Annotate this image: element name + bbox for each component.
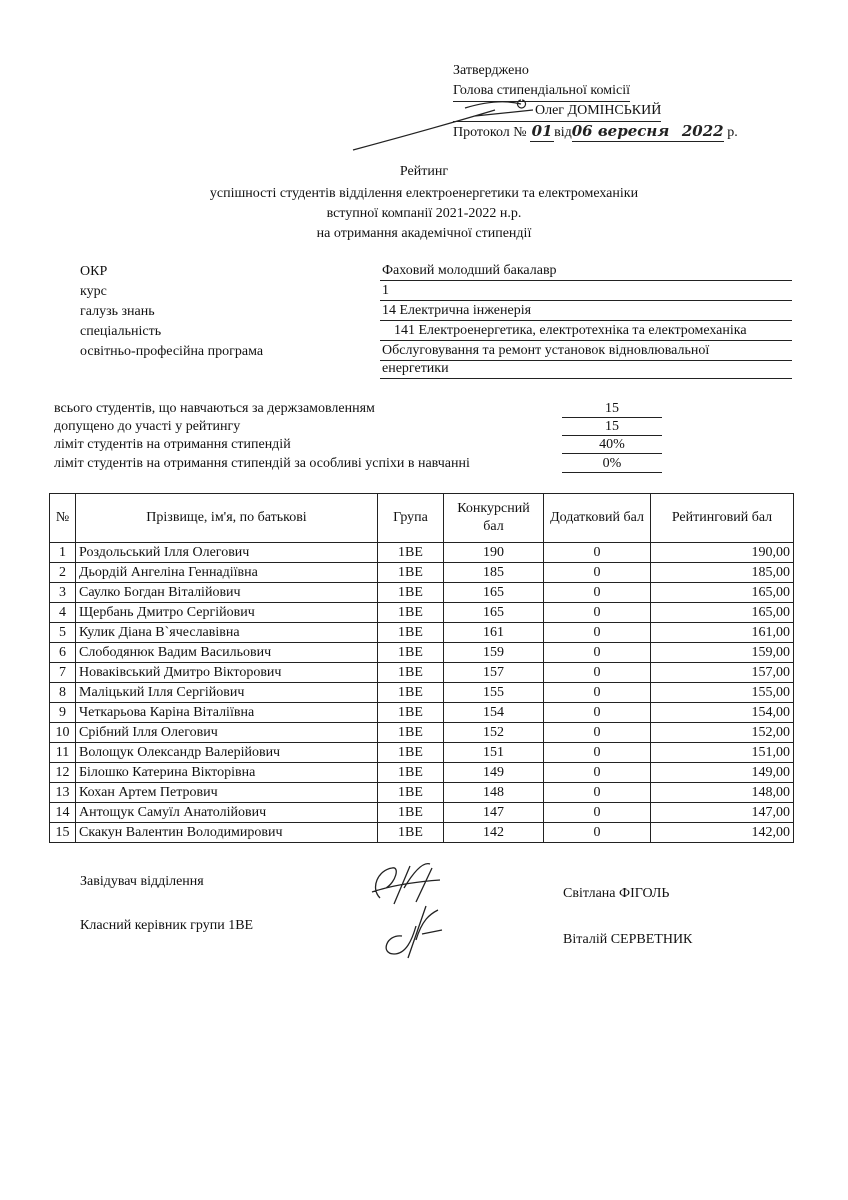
table-row [50,763,794,783]
cell-additional-score: 0 [544,803,651,823]
stat-label-total: всього студентів, що навчаються за держзамовленням [54,401,375,416]
cell-name: Щербань Дмитро Сергійович [76,603,378,623]
cell-number: 7 [50,663,76,683]
protocol-from: від [554,125,572,140]
cell-number: 12 [50,763,76,783]
cell-additional-score: 0 [544,543,651,563]
cell-additional-score: 0 [544,703,651,723]
cell-number: 13 [50,783,76,803]
cell-rating-score: 165,00 [651,583,794,603]
cell-additional-score: 0 [544,763,651,783]
table-row [50,543,794,563]
cell-additional-score: 0 [544,663,651,683]
head-name: Світлана ФІГОЛЬ [563,886,670,901]
cell-competitive-score: 159 [444,643,544,663]
table-row [50,603,794,623]
cell-number: 5 [50,623,76,643]
head-label: Завідувач відділення [80,874,204,889]
cell-name: Слободянюк Вадим Васильович [76,643,378,663]
cell-number: 15 [50,823,76,843]
cell-number: 8 [50,683,76,703]
cell-competitive-score: 161 [444,623,544,643]
table-row [50,703,794,723]
cell-name: Скакун Валентин Володимирович [76,823,378,843]
cell-competitive-score: 152 [444,723,544,743]
info-value-program: Обслуговування та ремонт установок відновлювальної [380,342,792,361]
cell-additional-score: 0 [544,743,651,763]
cell-number: 3 [50,583,76,603]
cell-number: 14 [50,803,76,823]
cell-competitive-score: 142 [444,823,544,843]
table-row [50,623,794,643]
header-rating-score: Рейтинговий бал [651,494,794,543]
cell-additional-score: 0 [544,723,651,743]
info-label-course: курс [80,284,107,299]
cell-group: 1ВЕ [378,683,444,703]
chairman-signature [345,86,545,156]
table-row [50,683,794,703]
title-line-3: вступної компанії 2021-2022 н.р. [326,206,522,221]
header-group: Група [378,494,444,543]
title-line-2: успішності студентів відділення електроенергетики та електромеханіки [209,186,639,201]
cell-group: 1ВЕ [378,603,444,623]
cell-rating-score: 154,00 [651,703,794,723]
curator-signature [372,900,452,960]
table-row [50,823,794,843]
cell-rating-score: 149,00 [651,763,794,783]
cell-rating-score: 190,00 [651,543,794,563]
cell-rating-score: 157,00 [651,663,794,683]
curator-name: Віталій СЕРВЕТНИК [563,932,693,947]
cell-rating-score: 185,00 [651,563,794,583]
stat-label-limit-special: ліміт студентів на отримання стипендій за особливі успіхи в навчанні [54,456,470,471]
cell-competitive-score: 185 [444,563,544,583]
chairman-name: Олег ДОМІНСЬКИЙ [535,101,661,122]
cell-competitive-score: 165 [444,583,544,603]
cell-rating-score: 142,00 [651,823,794,843]
title-line-1: Рейтинг [399,164,449,179]
cell-name: Маліцький Ілля Сергійович [76,683,378,703]
cell-number: 10 [50,723,76,743]
table-row [50,803,794,823]
cell-group: 1ВЕ [378,763,444,783]
cell-competitive-score: 148 [444,783,544,803]
cell-competitive-score: 190 [444,543,544,563]
cell-group: 1ВЕ [378,563,444,583]
header-name: Прізвище, ім'я, по батькові [76,494,378,543]
cell-group: 1ВЕ [378,803,444,823]
cell-name: Роздольський Ілля Олегович [76,543,378,563]
cell-rating-score: 155,00 [651,683,794,703]
cell-number: 6 [50,643,76,663]
cell-group: 1ВЕ [378,623,444,643]
info-value-program-cont: енергетики [380,360,792,379]
cell-rating-score: 152,00 [651,723,794,743]
cell-rating-score: 147,00 [651,803,794,823]
table-row [50,563,794,583]
cell-group: 1ВЕ [378,783,444,803]
cell-name: Четкарьова Каріна Віталіївна [76,703,378,723]
stat-value-admitted: 15 [562,418,662,436]
cell-name: Срібний Ілля Олегович [76,723,378,743]
table-row [50,743,794,763]
cell-name: Дьордій Ангеліна Геннадіївна [76,563,378,583]
cell-group: 1ВЕ [378,583,444,603]
protocol-prefix: Протокол № [453,125,527,140]
cell-name: Саулко Богдан Віталійович [76,583,378,603]
protocol-number: 01 [531,122,553,140]
approved-label: Затверджено [453,63,529,78]
cell-additional-score: 0 [544,683,651,703]
info-value-okr: Фаховий молодший бакалавр [380,262,792,281]
cell-group: 1ВЕ [378,543,444,563]
stat-value-limit-special: 0% [562,455,662,473]
cell-number: 11 [50,743,76,763]
table-body [50,543,794,843]
cell-rating-score: 151,00 [651,743,794,763]
table-row [50,583,794,603]
cell-number: 1 [50,543,76,563]
cell-rating-score: 161,00 [651,623,794,643]
header-additional-score: Додатковий бал [544,494,651,543]
cell-name: Антощук Самуїл Анатолійович [76,803,378,823]
cell-additional-score: 0 [544,563,651,583]
cell-group: 1ВЕ [378,663,444,683]
cell-name: Волощук Олександр Валерійович [76,743,378,763]
cell-rating-score: 165,00 [651,603,794,623]
info-label-okr: ОКР [80,264,108,279]
info-label-program: освітньо-професійна програма [80,344,264,359]
table-row [50,663,794,683]
cell-number: 2 [50,563,76,583]
protocol-date: 06 вересня [572,121,682,142]
cell-additional-score: 0 [544,583,651,603]
cell-name: Білошко Катерина Вікторівна [76,763,378,783]
table-header-row [50,494,794,543]
cell-group: 1ВЕ [378,823,444,843]
cell-group: 1ВЕ [378,703,444,723]
info-label-field: галузь знань [80,304,155,319]
stat-value-limit: 40% [562,436,662,454]
info-value-course: 1 [380,282,792,301]
cell-name: Кулик Діана В`ячеславівна [76,623,378,643]
cell-additional-score: 0 [544,783,651,803]
title-line-4: на отримання академічної стипендії [316,226,532,241]
cell-group: 1ВЕ [378,743,444,763]
cell-competitive-score: 154 [444,703,544,723]
cell-rating-score: 159,00 [651,643,794,663]
cell-group: 1ВЕ [378,643,444,663]
stat-label-limit: ліміт студентів на отримання стипендій [54,437,291,452]
stat-value-total: 15 [562,400,662,418]
cell-number: 4 [50,603,76,623]
cell-competitive-score: 151 [444,743,544,763]
rating-table [49,493,794,843]
protocol-year-suffix: р. [727,125,738,140]
cell-competitive-score: 147 [444,803,544,823]
cell-competitive-score: 165 [444,603,544,623]
cell-additional-score: 0 [544,823,651,843]
cell-competitive-score: 155 [444,683,544,703]
info-value-specialty: 141 Електроенергетика, електротехніка та електромеханіка [380,322,792,341]
cell-name: Кохан Артем Петрович [76,783,378,803]
chairman-title: Голова стипендіальної комісії [453,81,630,102]
header-competitive-score: Конкурсний бал [444,494,544,543]
cell-competitive-score: 157 [444,663,544,683]
cell-competitive-score: 149 [444,763,544,783]
table-row [50,783,794,803]
cell-rating-score: 148,00 [651,783,794,803]
cell-additional-score: 0 [544,643,651,663]
curator-label: Класний керівник групи 1ВЕ [80,918,254,933]
cell-group: 1ВЕ [378,723,444,743]
header-number: № [50,494,76,543]
info-value-field: 14 Електрична інженерія [380,302,792,321]
info-label-specialty: спеціальність [80,324,162,339]
protocol-year: 2022 [681,122,724,140]
table-row [50,643,794,663]
cell-additional-score: 0 [544,603,651,623]
cell-name: Новаківський Дмитро Вікторович [76,663,378,683]
table-row [50,723,794,743]
cell-number: 9 [50,703,76,723]
cell-additional-score: 0 [544,623,651,643]
stat-label-admitted: допущено до участі у рейтингу [54,419,241,434]
